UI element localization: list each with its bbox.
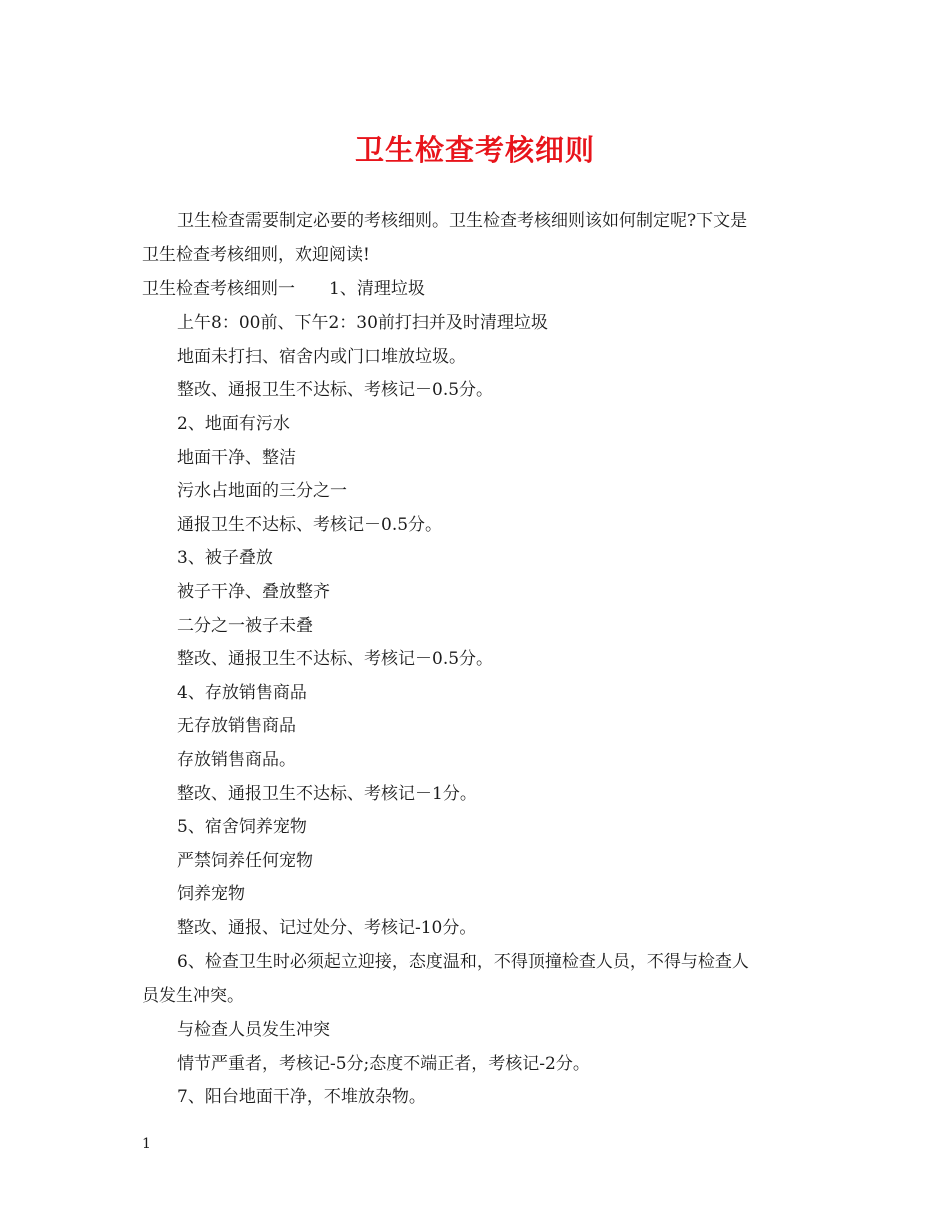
item-heading: 7、阳台地面干净，不堆放杂物。 [177,1087,426,1107]
item-heading: 6、检查卫生时必须起立迎接，态度温和，不得顶撞检查人员，不得与检查人 [177,952,749,972]
paragraph-line: 存放销售商品。 [177,750,296,770]
paragraph-line: 整改、通报、记过处分、考核记-10分。 [177,918,477,938]
paragraph-line: 上午8：00前、下午2：30前打扫并及时清理垃圾 [177,313,548,333]
paragraph-line: 卫生检查考核细则，欢迎阅读! [142,245,370,265]
paragraph-line: 与检查人员发生冲突 [177,1020,330,1040]
item-heading: 5、宿舍饲养宠物 [177,817,307,837]
paragraph-line: 无存放销售商品 [177,716,296,736]
paragraph-line: 整改、通报卫生不达标、考核记－0.5分。 [177,380,494,400]
paragraph-line: 卫生检查需要制定必要的考核细则。卫生检查考核细则该如何制定呢?下文是 [177,211,748,231]
paragraph-line: 地面干净、整洁 [177,448,296,468]
paragraph-line: 地面未打扫、宿舍内或门口堆放垃圾。 [177,347,466,367]
paragraph-line: 二分之一被子未叠 [177,616,313,636]
paragraph-line: 整改、通报卫生不达标、考核记－0.5分。 [177,649,494,669]
paragraph-line: 严禁饲养任何宠物 [177,851,313,871]
paragraph-line: 污水占地面的三分之一 [177,481,347,501]
item-heading: 3、被子叠放 [177,548,273,568]
item-heading: 4、存放销售商品 [177,683,307,703]
paragraph-line: 员发生冲突。 [142,986,244,1006]
paragraph-line: 整改、通报卫生不达标、考核记－1分。 [177,784,477,804]
paragraph-line: 通报卫生不达标、考核记－0.5分。 [177,515,443,535]
paragraph-line: 饲养宠物 [177,884,245,904]
paragraph-line: 被子干净、叠放整齐 [177,582,330,602]
section-heading: 卫生检查考核细则一 1、清理垃圾 [142,279,425,299]
paragraph-line: 情节严重者，考核记-5分;态度不端正者，考核记-2分。 [177,1054,590,1074]
item-heading: 2、地面有污水 [177,414,290,434]
page-number: 1 [142,1136,151,1152]
document-title: 卫生检查考核细则 [354,133,595,167]
